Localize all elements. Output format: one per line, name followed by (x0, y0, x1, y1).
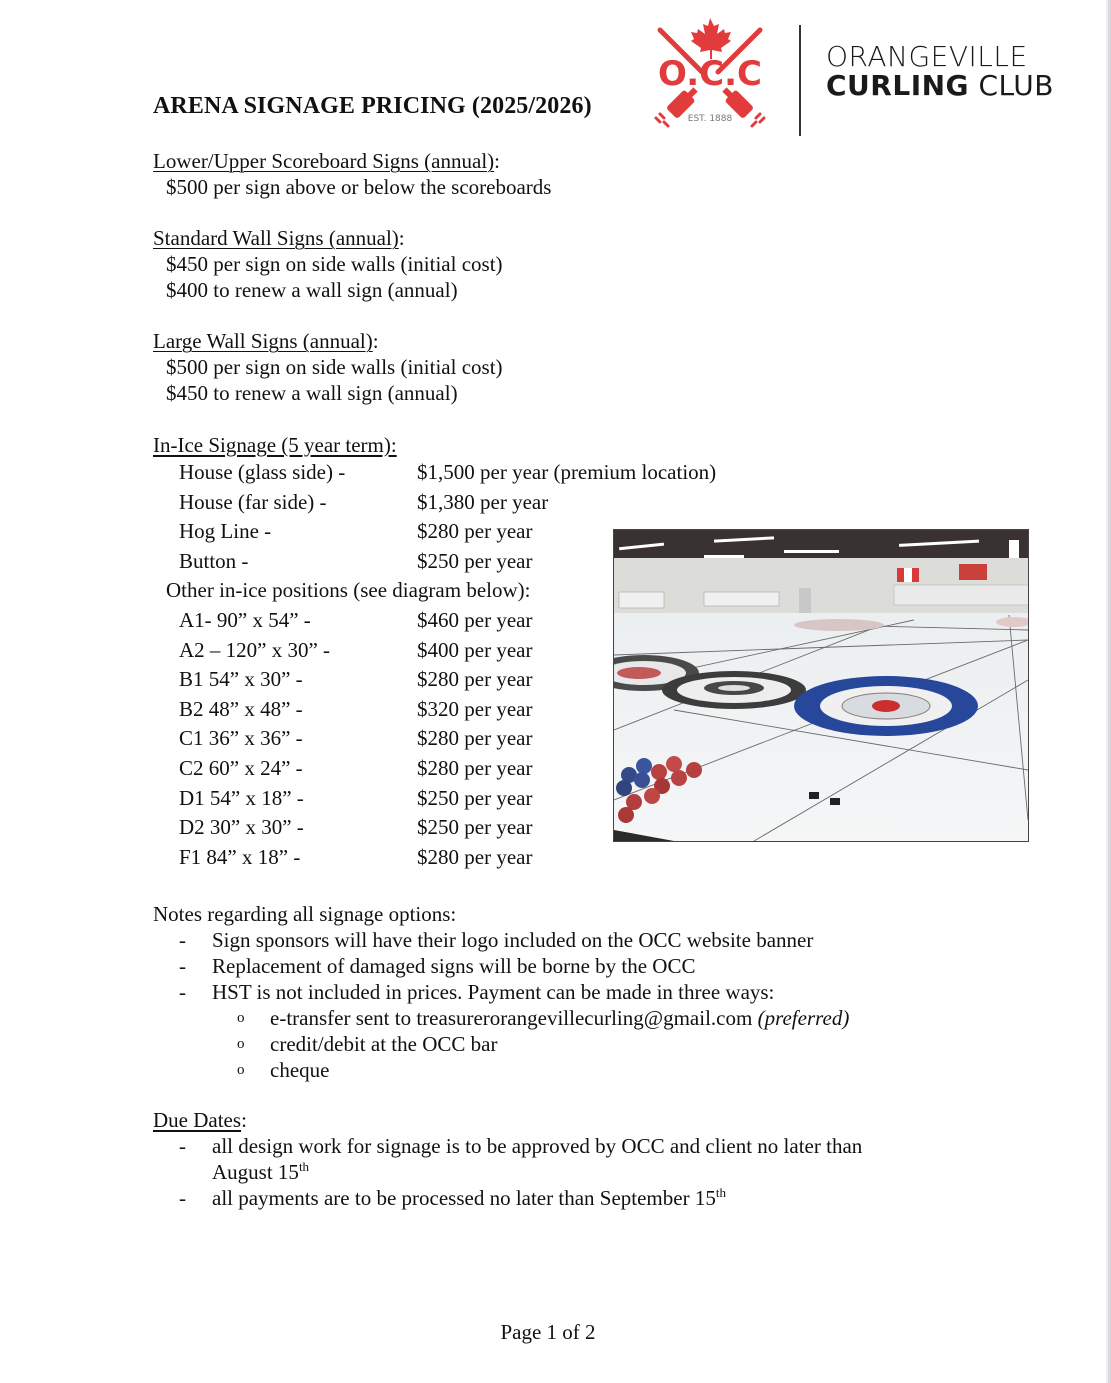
curling-ice-image (614, 530, 1028, 841)
price-row: A2 – 120” x 30” - $400 per year (179, 637, 533, 662)
large-wall-section: Large Wall Signs (annual): $500 per sign on side walls (initial cost) $450 to renew a wall sign (annual) (153, 329, 503, 405)
logo-name-bold: CURLING (826, 69, 970, 102)
logo-wordmark (826, 42, 1054, 100)
large-wall-heading: Large Wall Signs (annual) (153, 329, 373, 353)
price-row: B1 54” x 30” - $280 per year (179, 667, 533, 692)
page-title: ARENA SIGNAGE PRICING (2025/2026) (153, 93, 592, 119)
list-item: - HST is not included in prices. Payment can be made in three ways: (179, 980, 775, 1004)
page-number: Page 1 of 2 (500, 1320, 596, 1344)
scoreboard-price: $500 per sign above or below the scoreboards (166, 175, 552, 199)
logo-divider (799, 25, 801, 136)
scoreboard-section: Lower/Upper Scoreboard Signs (annual): $500 per sign above or below the scoreboards (153, 149, 552, 199)
large-wall-renew: $450 to renew a wall sign (annual) (166, 381, 458, 405)
circle-bullet-icon: o (237, 1062, 245, 1078)
club-logo (640, 10, 1060, 130)
price-row: Button - $250 per year (179, 548, 533, 573)
circle-bullet-icon: o (237, 1010, 245, 1026)
price-row: A1- 90” x 54” - $460 per year (179, 607, 533, 632)
in-ice-heading: In-Ice Signage (5 year term): (153, 433, 397, 457)
scoreboard-heading: Lower/Upper Scoreboard Signs (annual) (153, 149, 495, 173)
standard-wall-heading: Standard Wall Signs (annual) (153, 226, 399, 250)
list-item: - all payments are to be processed no later than September 15th (179, 1185, 726, 1210)
price-row: F1 84” x 18” - $280 per year (179, 844, 533, 869)
price-row: B2 48” x 48” - $320 per year (179, 696, 533, 721)
logo-monogram: O.C.C (658, 54, 762, 94)
price-row: D2 30” x 30” - $250 per year (179, 815, 533, 840)
in-ice-section (153, 432, 717, 872)
list-item: - Sign sponsors will have their logo included on the OCC website banner (179, 928, 814, 952)
due-dates-section: Due Dates: - all design work for signage is to be approved by OCC and client no later than August 15th - all payments are to be processed no later than September 15th (153, 1108, 863, 1210)
price-row: Hog Line - $280 per year (179, 519, 533, 544)
list-item: - Replacement of damaged signs will be borne by the OCC (179, 954, 696, 978)
payment-method-etransfer: o e-transfer sent to treasurerorangevillecurling@gmail.com (preferred) (237, 1006, 850, 1030)
due-dates-heading: Due Dates (153, 1108, 242, 1132)
list-item: - all design work for signage is to be approved by OCC and client no later than August 15th (179, 1134, 863, 1184)
standard-wall-initial: $450 per sign on side walls (initial cost) (166, 252, 503, 276)
price-row: C1 36” x 36” - $280 per year (179, 726, 533, 751)
price-row: House (far side) - $1,380 per year (179, 489, 549, 514)
price-row: D1 54” x 18” - $250 per year (179, 785, 533, 810)
notes-heading: Notes regarding all signage options: (153, 902, 457, 926)
payment-method-card: o credit/debit at the OCC bar (237, 1032, 498, 1056)
standard-wall-section: Standard Wall Signs (annual): $450 per sign on side walls (initial cost) $400 to renew a wall sign (annual) (153, 226, 503, 302)
logo-name-line1: ORANGEVILLE (826, 40, 1028, 73)
circle-bullet-icon: o (237, 1036, 245, 1052)
payment-method-cheque: o cheque (237, 1058, 330, 1082)
standard-wall-renew: $400 to renew a wall sign (annual) (166, 278, 458, 302)
arena-photo (613, 529, 1029, 842)
notes-section (153, 901, 849, 1083)
price-row: House (glass side) - $1,500 per year (premium location) (179, 460, 717, 484)
large-wall-initial: $500 per sign on side walls (initial cost) (166, 355, 503, 379)
occ-crest-icon (640, 10, 780, 135)
preferred-note: (preferred) (757, 1006, 850, 1030)
logo-established: EST. 1888 (687, 114, 733, 124)
logo-name-regular: CLUB (978, 69, 1054, 102)
other-positions-heading: Other in-ice positions (see diagram below): (166, 578, 531, 603)
price-row: C2 60” x 24” - $280 per year (179, 755, 533, 780)
